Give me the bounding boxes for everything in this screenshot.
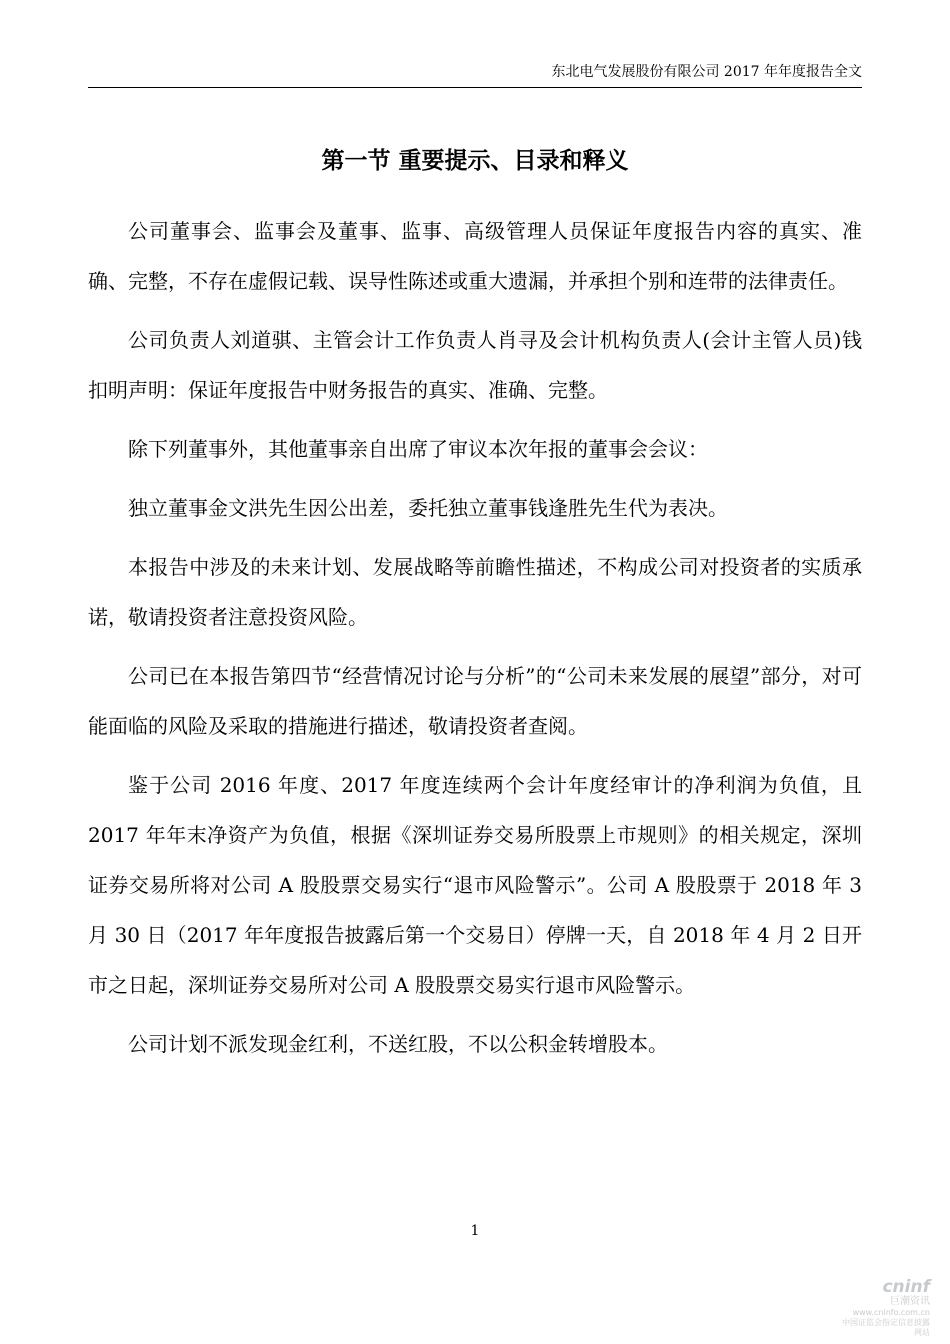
page-number: 1 [470,1223,480,1239]
header-divider [88,87,862,88]
paragraph-delisting-warning: 鉴于公司 2016 年度、2017 年度连续两个会计年度经审计的净利润为负值，且 2017 年年末净资产为负值，根据《深圳证券交易所股票上市规则》的相关规定，深圳证券交易所将对公司 A 股股票交易实行“退市风险警示”。公司 A 股股票于 2018 年 3 月 30 日（2017 年年度报告披露后第一个交易日）停牌一天，自 2018 年 4 月 2 日开市之日起，深圳证券交易所对公司 A 股股票交易实行退市风险警示。 [88,773,862,997]
document-body [88,206,862,1078]
paragraph-dividend-plan: 公司计划不派发现金红利，不送红股，不以公积金转增股本。 [128,1032,668,1056]
paragraph-risk-reference: 公司已在本报告第四节“经营情况讨论与分析”的“公司未来发展的展望”部分，对可能面临的风险及采取的措施进行描述，敬请投资者查阅。 [88,664,862,738]
cninfo-logo: cninf [882,1277,930,1297]
page-header: 东北电气发展股份有限公司 2017 年年度报告全文 [551,64,862,80]
cninfo-site: www.cninfo.com.cn [852,1308,930,1317]
section-title: 第一节 重要提示、目录和释义 [321,147,629,174]
cninfo-tagline: 中国证监会指定信息披露网站 [842,1318,930,1337]
paragraph-responsible-persons: 公司负责人刘道骐、主管会计工作负责人肖寻及会计机构负责人(会计主管人员)钱扣明声明：保证年度报告中财务报告的真实、准确、完整。 [88,328,862,402]
paragraph-proxy-vote: 独立董事金文洪先生因公出差，委托独立董事钱逢胜先生代为表决。 [128,496,728,520]
cninfo-logo-subtitle: 巨潮资讯 [890,1296,930,1307]
paragraph-attendance: 除下列董事外，其他董事亲自出席了审议本次年报的董事会会议： [128,437,708,461]
cninfo-watermark [840,1278,930,1338]
paragraph-forward-looking: 本报告中涉及的未来计划、发展战略等前瞻性描述，不构成公司对投资者的实质承诺，敬请投资者注意投资风险。 [88,555,862,629]
paragraph-board-guarantee: 公司董事会、监事会及董事、监事、高级管理人员保证年度报告内容的真实、准确、完整，不存在虚假记载、误导性陈述或重大遗漏，并承担个别和连带的法律责任。 [88,219,862,293]
